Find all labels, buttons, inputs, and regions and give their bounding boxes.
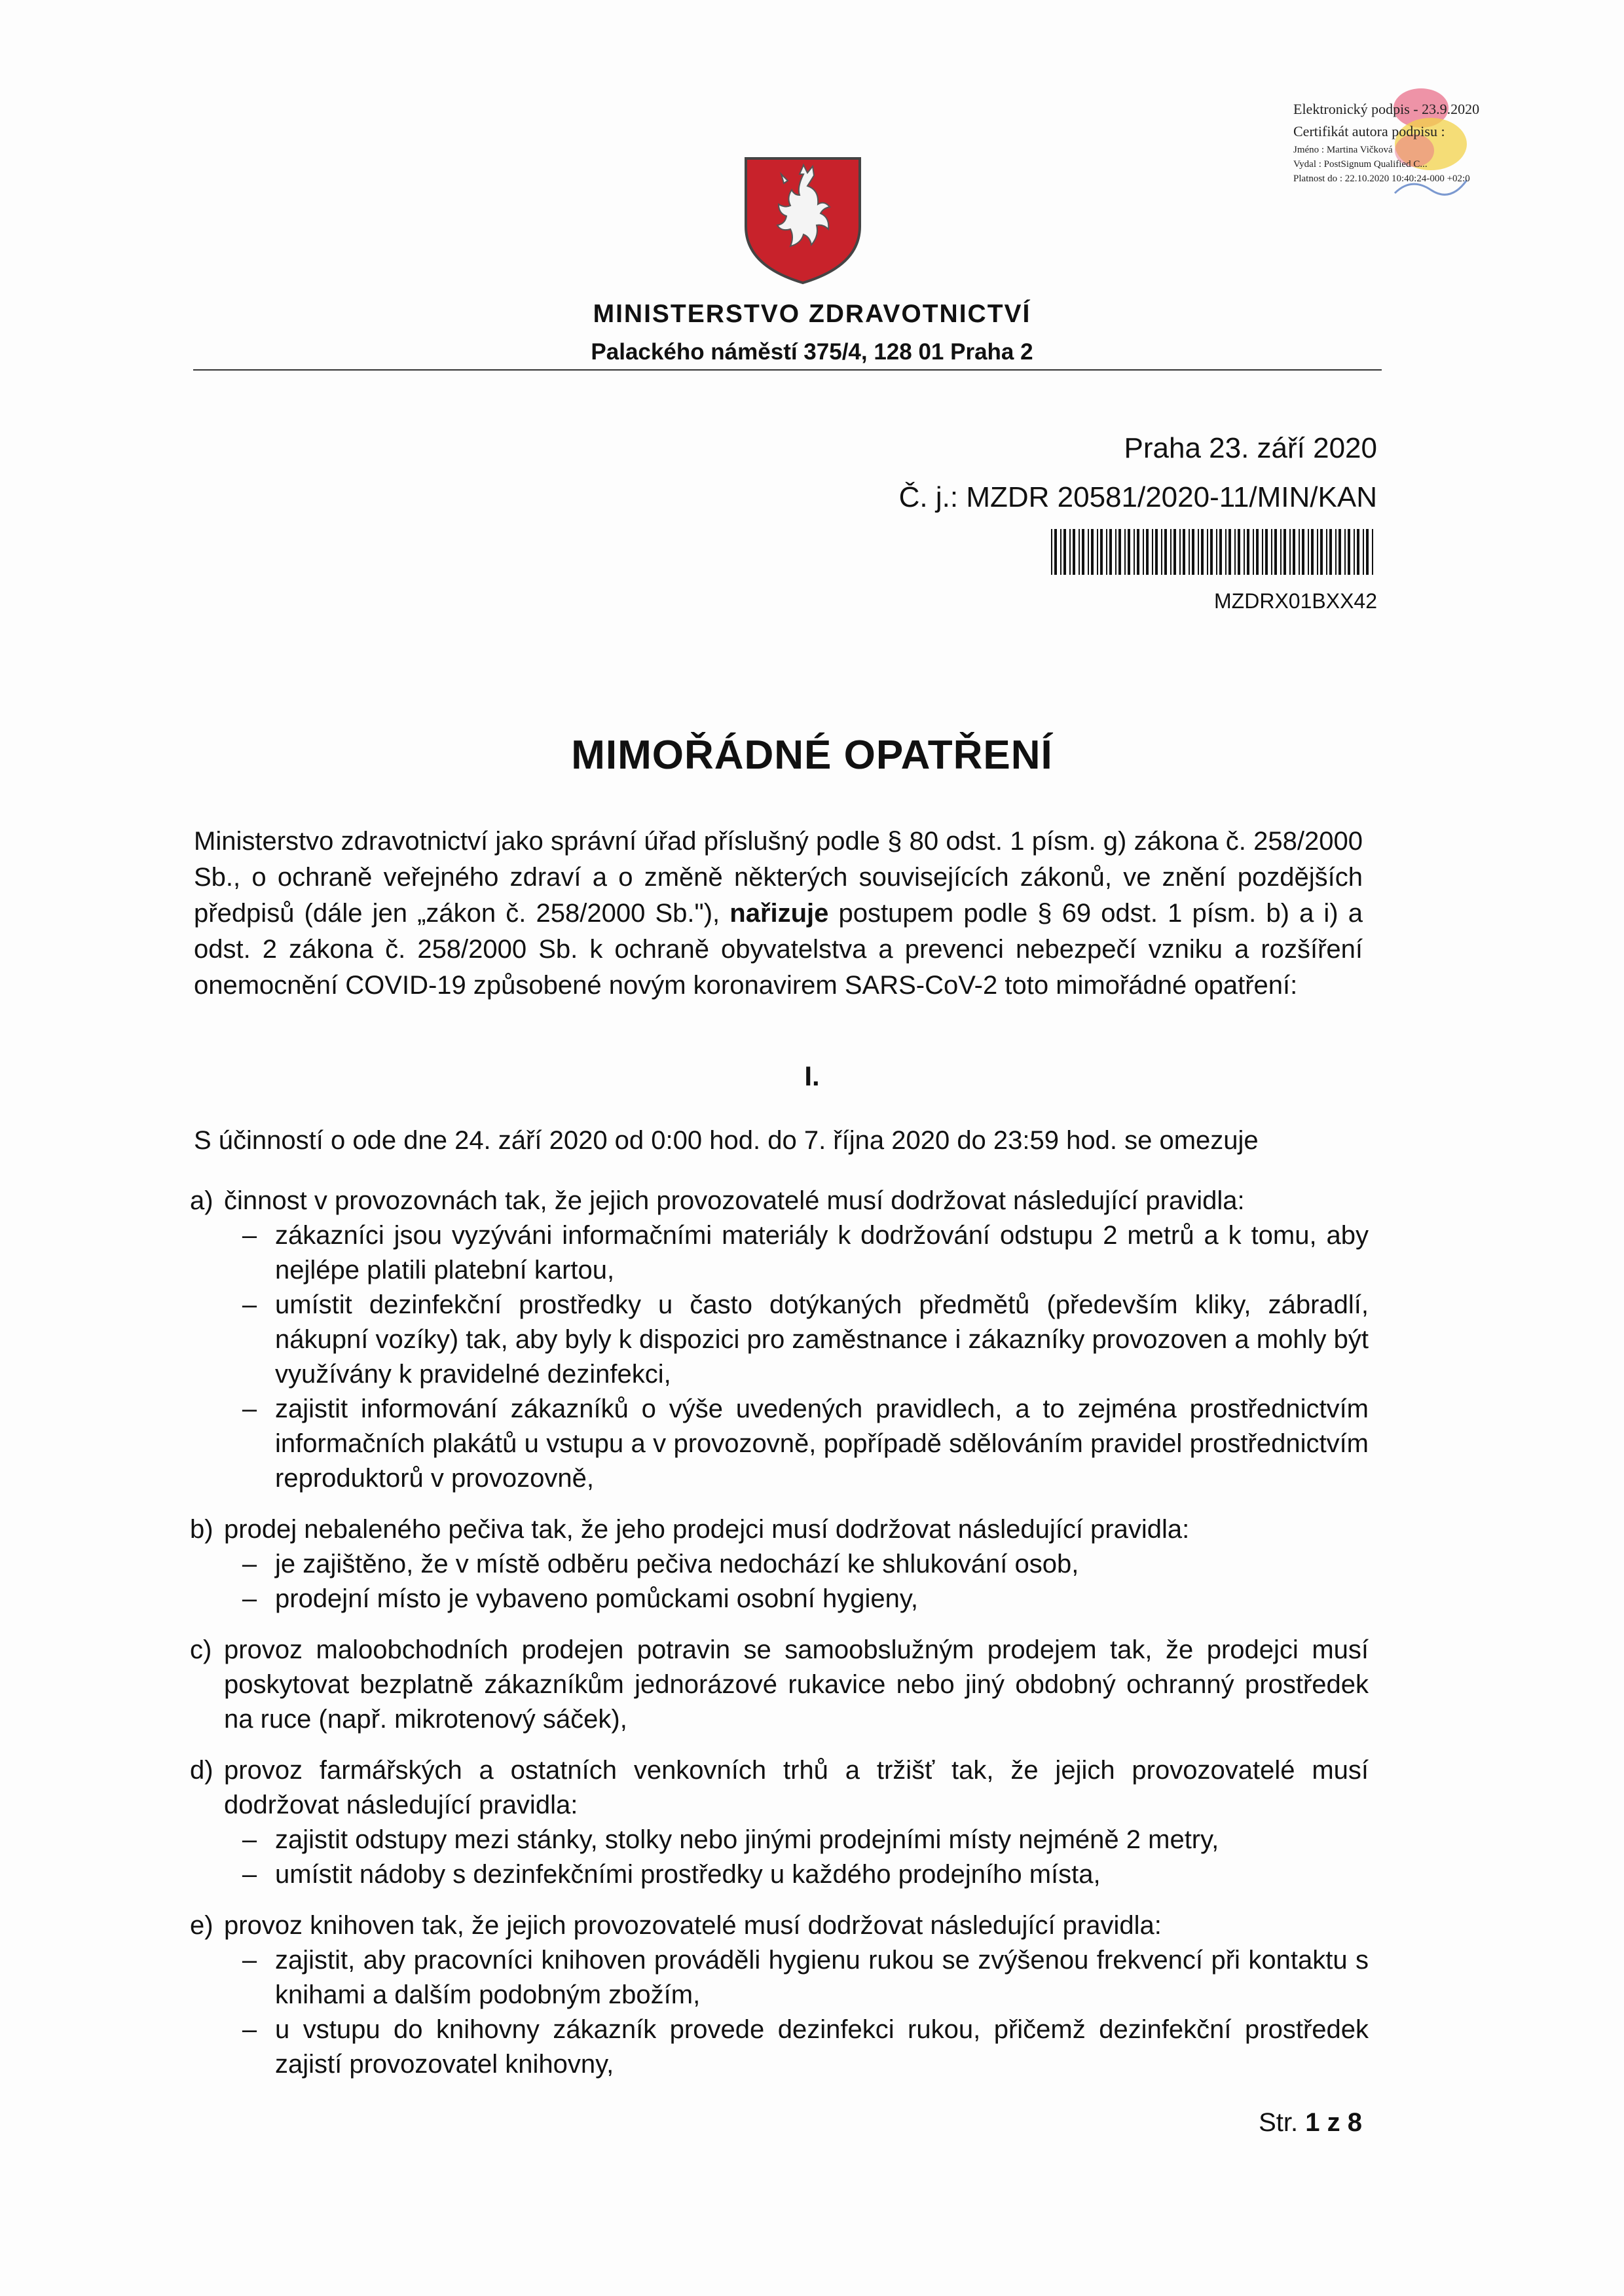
sub-item bbox=[224, 1392, 1369, 1496]
section-number: I. bbox=[804, 1061, 820, 1091]
coat-of-arms-icon bbox=[742, 155, 864, 285]
page-prefix: Str. bbox=[1259, 2108, 1299, 2137]
dash-bullet-icon: – bbox=[242, 2015, 257, 2044]
list-item bbox=[190, 1633, 1369, 1737]
sub-item bbox=[224, 1288, 1369, 1392]
dash-bullet-icon: – bbox=[242, 1394, 257, 1423]
header-divider bbox=[193, 369, 1382, 371]
intro-paragraph bbox=[194, 824, 1363, 1004]
intro-text-start: Ministerstvo zdravotnictví jako správní úřad příslušný podle § 80 odst. 1 písm. g) zákona č. 258/2000 Sb., o ochraně veřejného zdraví a o změně některých souvisejících zákonů, ve znění pozdějších předpisů (dále jen „zákon č. 258/2000 Sb."), bbox=[194, 827, 1363, 928]
barcode-id: MZDRX01BXX42 bbox=[1214, 589, 1377, 613]
list-item-body bbox=[224, 1184, 1369, 1496]
page-total: 8 bbox=[1347, 2108, 1362, 2137]
signature-name: Jméno : Martina Vičková bbox=[1293, 145, 1393, 155]
sub-item-text: u vstupu do knihovny zákazník provede dezinfekci rukou, přičemž dezinfekční prostředek zajistí provozovatel knihovny, bbox=[275, 2015, 1369, 2079]
document-date: Praha 23. září 2020 bbox=[1124, 432, 1377, 464]
sub-item-text: zajistit informování zákazníků o výše uvedených pravidlech, a to zejména prostřednictvím informačních plakátů u vstupu a v provozovně, popřípadě sdělováním pravidel prostřednictvím reproduktorů v provozovně, bbox=[275, 1394, 1369, 1493]
signature-issuer: Vydal : PostSignum Qualified C... bbox=[1293, 159, 1428, 170]
intro-bold-keyword: nařizuje bbox=[729, 899, 829, 928]
intro-text-end: postupem podle § 69 odst. 1 písm. b) a i) a odst. 2 zákona č. 258/2000 Sb. k ochraně obyvatelstva a prevenci nebezpečí vzniku a rozšíření onemocnění COVID-19 způsobené novým koronavirem SARS-CoV-2 toto mimořádné opatření: bbox=[194, 899, 1363, 1000]
list-item-letter: a) bbox=[190, 1186, 213, 1215]
dash-bullet-icon: – bbox=[242, 1550, 257, 1578]
list-item bbox=[190, 1753, 1369, 1892]
sub-item bbox=[224, 1582, 1369, 1616]
sub-item-text: je zajištěno, že v místě odběru pečiva nedochází ke shlukování osob, bbox=[275, 1550, 1079, 1578]
list-item bbox=[190, 1908, 1369, 2082]
sub-item-text: umístit nádoby s dezinfekčními prostředky u každého prodejního místa, bbox=[275, 1860, 1101, 1889]
dash-bullet-icon: – bbox=[242, 1584, 257, 1613]
dash-bullet-icon: – bbox=[242, 1825, 257, 1854]
list-item-letter: b) bbox=[190, 1515, 213, 1544]
sub-item-text: prodejní místo je vybaveno pomůckami osobní hygieny, bbox=[275, 1584, 919, 1613]
list-item-body bbox=[224, 1753, 1369, 1892]
page-number bbox=[1259, 2108, 1362, 2138]
restriction-list bbox=[190, 1184, 1369, 2098]
effect-statement: S účinností o ode dne 24. září 2020 od 0:00 hod. do 7. října 2020 do 23:59 hod. se omezuje bbox=[194, 1126, 1259, 1155]
sub-item-text: zákazníci jsou vyzýváni informačními materiály k dodržování odstupu 2 metrů a k tomu, aby nejlépe platili platební kartou, bbox=[275, 1221, 1369, 1285]
list-item-body bbox=[224, 1908, 1369, 2082]
sub-item bbox=[224, 1857, 1369, 1892]
list-item bbox=[190, 1512, 1369, 1616]
list-item-text: provoz farmářských a ostatních venkovních trhů a tržišť tak, že jejich provozovatelé musí dodržovat následující pravidla: bbox=[224, 1756, 1369, 1819]
ministry-address: Palackého náměstí 375/4, 128 01 Praha 2 bbox=[591, 339, 1033, 365]
signature-validity: Platnost do : 22.10.2020 10:40:24-000 +02:0 bbox=[1293, 173, 1470, 184]
dash-bullet-icon: – bbox=[242, 1290, 257, 1319]
page-separator: z bbox=[1327, 2108, 1340, 2137]
list-item-letter: c) bbox=[190, 1635, 212, 1664]
barcode-icon bbox=[1051, 529, 1375, 575]
document-title: MIMOŘÁDNÉ OPATŘENÍ bbox=[571, 733, 1053, 778]
sub-item bbox=[224, 1823, 1369, 1857]
list-item-body bbox=[224, 1512, 1369, 1616]
page-current: 1 bbox=[1305, 2108, 1320, 2137]
sub-item bbox=[224, 1218, 1369, 1288]
ministry-name: MINISTERSTVO ZDRAVOTNICTVÍ bbox=[593, 300, 1031, 328]
dash-bullet-icon: – bbox=[242, 1221, 257, 1250]
sub-item-text: zajistit, aby pracovníci knihoven prováděli hygienu rukou se zvýšenou frekvencí při kontaktu s knihami a dalším podobným zbožím, bbox=[275, 1946, 1369, 2009]
list-item-text: prodej nebaleného pečiva tak, že jeho prodejci musí dodržovat následující pravidla: bbox=[224, 1515, 1190, 1544]
dash-bullet-icon: – bbox=[242, 1946, 257, 1975]
reference-number: Č. j.: MZDR 20581/2020-11/MIN/KAN bbox=[898, 481, 1377, 513]
list-item-body bbox=[224, 1633, 1369, 1737]
signature-certificate: Certifikát autora podpisu : bbox=[1293, 123, 1445, 139]
sub-item bbox=[224, 1547, 1369, 1582]
list-item-letter: e) bbox=[190, 1911, 213, 1940]
sub-item-text: umístit dezinfekční prostředky u často dotýkaných předmětů (především kliky, zábradlí, nákupní vozíky) tak, aby byly k dispozici pro zaměstnance i zákazníky provozoven a mohly být využívány k pravidelné dezinfekci, bbox=[275, 1290, 1369, 1389]
electronic-signature bbox=[1293, 98, 1601, 186]
signature-line: Elektronický podpis - 23.9.2020 bbox=[1293, 101, 1480, 117]
list-item-text: činnost v provozovnách tak, že jejich provozovatelé musí dodržovat následující pravidla: bbox=[224, 1186, 1245, 1215]
sub-item bbox=[224, 1943, 1369, 2013]
list-item-text: provoz maloobchodních prodejen potravin se samoobslužným prodejem tak, že prodejci musí poskytovat bezplatně zákazníkům jednorázové rukavice nebo jiný obdobný ochranný prostředek na ruce (např. mikrotenový sáček), bbox=[224, 1635, 1369, 1734]
sub-item bbox=[224, 2013, 1369, 2082]
list-item bbox=[190, 1184, 1369, 1496]
list-item-text: provoz knihoven tak, že jejich provozovatelé musí dodržovat následující pravidla: bbox=[224, 1911, 1162, 1940]
dash-bullet-icon: – bbox=[242, 1860, 257, 1889]
list-item-letter: d) bbox=[190, 1756, 213, 1785]
sub-item-text: zajistit odstupy mezi stánky, stolky nebo jinými prodejními místy nejméně 2 metry, bbox=[275, 1825, 1219, 1854]
